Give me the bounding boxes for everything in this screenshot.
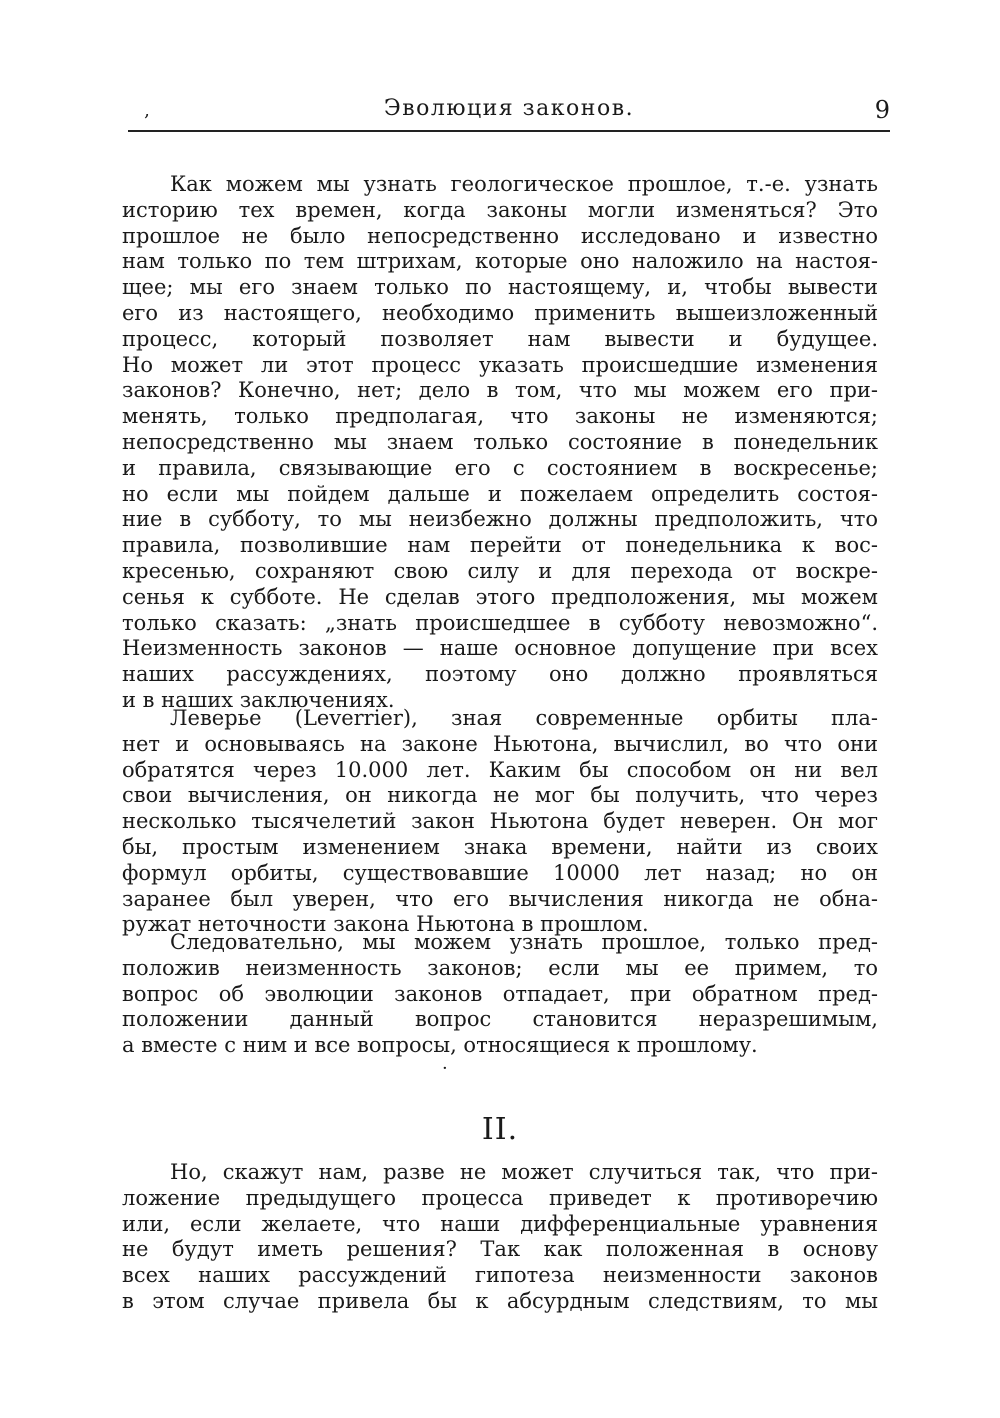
- text-line: Следовательно, мы можем узнать прошлое, только пред-: [170, 930, 878, 954]
- text-line: ложение предыдущего процесса приведет к противоречию: [122, 1185, 878, 1210]
- text-line: непосредственно мы знаем только состояние в понедельник: [122, 429, 878, 454]
- running-header: [128, 96, 890, 132]
- text-line: формул орбиты, существовавшие 10000 лет назад; но он: [122, 860, 878, 885]
- text-line: и в наших заключениях.: [122, 687, 395, 712]
- section-number: II.: [481, 1112, 519, 1147]
- text-line: щее; мы его знаем только по настоящему, и, чтобы вывести: [122, 275, 878, 300]
- paragraph-2: [122, 706, 878, 938]
- text-line: нет и основываясь на законе Ньютона, вычислил, во что они: [122, 731, 878, 756]
- separator-dot: ·: [442, 1058, 448, 1079]
- text-line: только сказать: „знать происшедшее в субботу невозможно“.: [122, 610, 878, 635]
- text-line: несколько тысячелетий закон Ньютона будет неверен. Он мог: [122, 809, 878, 834]
- text-line: ружат неточности закона Ньютона в прошлом.: [122, 912, 649, 937]
- text-line: всех наших рассуждений гипотеза неизменности законов: [122, 1263, 878, 1288]
- text-line: историю тех времен, когда законы могли изменяться? Это: [122, 197, 878, 222]
- text-line: вопрос об эволюции законов отпадает, при обратном пред-: [122, 981, 878, 1006]
- text-line: Но, скажут нам, разве не может случиться так, что при-: [170, 1160, 878, 1184]
- text-line: положив неизменность законов; если мы ее примем, то: [122, 955, 878, 980]
- text-line: не будут иметь решения? Так как положенная в основу: [122, 1237, 878, 1262]
- text-line: заранее был уверен, что его вычисления никогда не обна-: [122, 886, 878, 911]
- text-line: а вместе с ним и все вопросы, относящиеся к прошлому.: [122, 1033, 758, 1058]
- header-rule: [128, 130, 890, 132]
- text-line: сенья к субботе. Не сделав этого предположения, мы можем: [122, 584, 878, 609]
- text-line: правила, позволившие нам перейти от понедельника к вос-: [122, 533, 878, 558]
- text-line: Как можем мы узнать геологическое прошлое, т.-е. узнать: [170, 172, 878, 196]
- text-line: Леверье (Leverrier), зная современные орбиты пла-: [170, 706, 878, 730]
- text-line: Но может ли этот процесс указать происшедшие изменения: [122, 352, 878, 377]
- paragraph-3: [122, 930, 878, 1059]
- text-line: или, если желаете, что наши дифференциальные уравнения: [122, 1211, 878, 1236]
- text-line: свои вычисления, он никогда не мог бы получить, что через: [122, 783, 878, 808]
- text-line: нам только по тем штрихам, которые оно наложило на настоя-: [122, 249, 878, 274]
- text-line: менять, только предполагая, что законы не изменяются;: [122, 404, 878, 429]
- text-line: процесс, который позволяет нам вывести и будущее.: [122, 326, 878, 351]
- paragraph-1: [122, 172, 878, 714]
- text-line: Неизменность законов — наше основное допущение при всех: [122, 636, 878, 661]
- text-line: но если мы пойдем дальше и пожелаем определить состоя-: [122, 481, 878, 506]
- text-line: в этом случае привела бы к абсурдным следствиям, то мы: [122, 1288, 878, 1313]
- paragraph-4: [122, 1160, 878, 1315]
- text-line: законов? Конечно, нет; дело в том, что мы можем его при-: [122, 378, 878, 403]
- text-line: кресенью, сохраняют свою силу и для перехода от воскре-: [122, 558, 878, 583]
- text-line: ние в субботу, то мы неизбежно должны предположить, что: [122, 507, 878, 532]
- running-title: Эволюция законов.: [383, 96, 635, 121]
- text-line: и правила, связывающие его с состоянием в воскресенье;: [122, 455, 878, 480]
- text-line: его из настоящего, необходимо применить вышеизложенный: [122, 300, 878, 325]
- text-line: положении данный вопрос становится неразрешимым,: [122, 1007, 878, 1032]
- text-line: обратятся через 10.000 лет. Каким бы способом он ни вел: [122, 757, 878, 782]
- text-line: наших рассуждениях, поэтому оно должно проявляться: [122, 662, 878, 687]
- text-line: прошлое не было непосредственно исследовано и известно: [122, 223, 878, 248]
- text-line: бы, простым изменением знака времени, найти из своих: [122, 834, 878, 859]
- header-mark: ‚: [144, 100, 150, 121]
- page-number: 9: [874, 96, 890, 124]
